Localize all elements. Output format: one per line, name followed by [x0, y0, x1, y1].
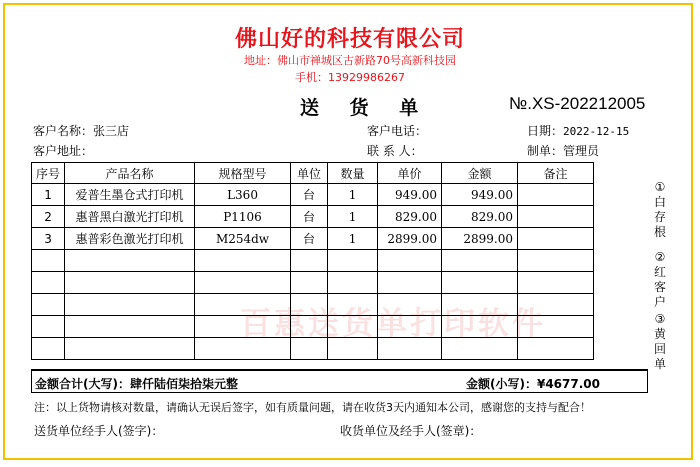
table-header-row — [32, 163, 594, 184]
cell-index: 2 — [32, 206, 65, 228]
cell-qty: 1 — [328, 184, 378, 206]
total-lower-label: 金额(小写)： — [466, 377, 537, 391]
customer-name-field — [33, 122, 129, 139]
sender-signature-label: 送货单位经手人(签字)： — [34, 424, 164, 438]
date-label: 日期： — [527, 124, 564, 138]
customer-name-value: 张三店 — [93, 124, 130, 138]
total-lower-value: ¥4677.00 — [536, 377, 600, 391]
maker-field — [527, 142, 599, 159]
stub-red: ② 红 客 户 — [653, 250, 666, 309]
cell-price: 949.00 — [378, 184, 442, 206]
maker-value: 管理员 — [563, 144, 600, 158]
customer-address-label: 客户地址： — [33, 144, 94, 158]
table-row — [32, 228, 594, 250]
total-lower — [466, 375, 600, 392]
cell-product: 爱普生墨仓式打印机 — [65, 184, 195, 206]
contact-label: 联 系 人： — [367, 144, 423, 158]
col-header-product: 产品名称 — [65, 163, 195, 184]
col-header-amount: 金额 — [442, 163, 518, 184]
stub-yellow: ③ 黄 回 单 — [653, 312, 666, 371]
document-number: №.XS-202212005 — [509, 94, 646, 113]
cell-spec: L360 — [195, 184, 291, 206]
table-row-empty — [32, 316, 594, 338]
table-row-empty — [32, 272, 594, 294]
footer-note: 注：以上货物请核对数量，请确认无误后签字，如有质量问题，请在收货3天内通知本公司，感谢您的支持与配合！ — [34, 401, 591, 414]
totals-row — [31, 369, 648, 393]
cell-unit: 台 — [291, 228, 328, 250]
cell-remark — [518, 228, 594, 250]
col-header-spec: 规格型号 — [195, 163, 291, 184]
col-header-qty: 数量 — [328, 163, 378, 184]
cell-price: 2899.00 — [378, 228, 442, 250]
col-header-remark: 备注 — [518, 163, 594, 184]
table-row — [32, 184, 594, 206]
cell-product: 惠普彩色激光打印机 — [65, 228, 195, 250]
receiver-signature-label: 收货单位及经手人(签章)： — [340, 424, 482, 438]
cell-spec: M254dw — [195, 228, 291, 250]
company-address: 地址：佛山市禅城区古新路70号高新科技园 — [244, 54, 456, 67]
cell-unit: 台 — [291, 184, 328, 206]
cell-remark — [518, 184, 594, 206]
table-row-empty — [32, 294, 594, 316]
col-header-price: 单价 — [378, 163, 442, 184]
stub-white: ① 白 存 根 — [653, 180, 666, 239]
date-field — [527, 122, 629, 139]
cell-unit: 台 — [291, 206, 328, 228]
goods-table — [31, 162, 594, 360]
software-watermark: 百惠送货单打印软件 — [240, 306, 546, 342]
total-upper-value: 肆仟陆佰柒拾柒元整 — [129, 377, 238, 391]
cell-remark — [518, 206, 594, 228]
table-row — [32, 206, 594, 228]
cell-index: 1 — [32, 184, 65, 206]
cell-amount: 949.00 — [442, 184, 518, 206]
cell-qty: 1 — [328, 228, 378, 250]
cell-product: 惠普黑白激光打印机 — [65, 206, 195, 228]
customer-name-label: 客户名称： — [33, 124, 94, 138]
company-phone: 手机：13929986267 — [295, 71, 405, 84]
company-name: 佛山好的科技有限公司 — [234, 26, 465, 52]
table-row-empty — [32, 338, 594, 360]
cell-amount: 829.00 — [442, 206, 518, 228]
cell-qty: 1 — [328, 206, 378, 228]
col-header-index: 序号 — [32, 163, 65, 184]
document-title: 送 货 单 — [300, 97, 431, 119]
cell-index: 3 — [32, 228, 65, 250]
cell-spec: P1106 — [195, 206, 291, 228]
table-row-empty — [32, 250, 594, 272]
total-upper-label: 金额合计(大写)： — [35, 377, 130, 391]
cell-price: 829.00 — [378, 206, 442, 228]
col-header-unit: 单位 — [291, 163, 328, 184]
total-upper — [35, 375, 238, 392]
customer-phone-label: 客户电话： — [367, 124, 428, 138]
cell-amount: 2899.00 — [442, 228, 518, 250]
date-value: 2022-12-15 — [563, 125, 630, 138]
maker-label: 制单： — [527, 144, 564, 158]
